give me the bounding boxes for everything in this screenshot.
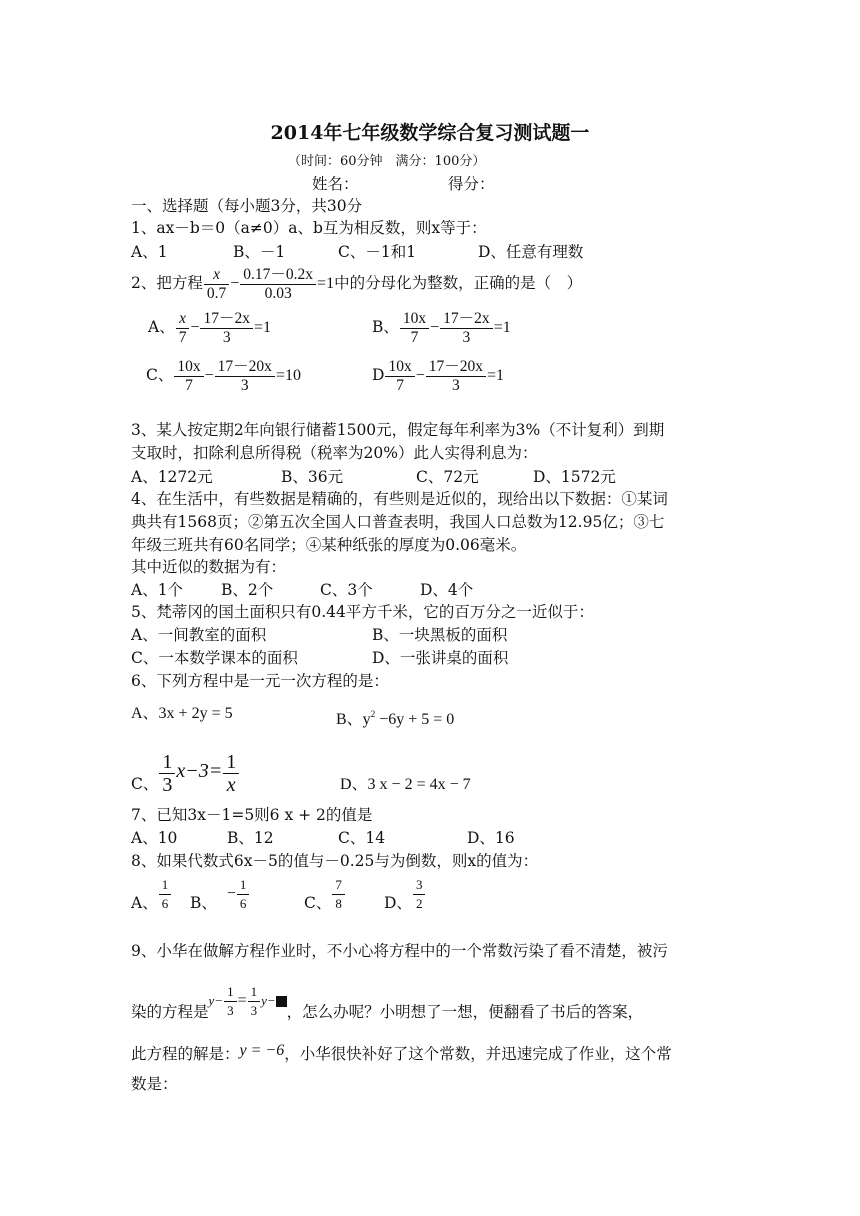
question-7-stem: 7、已知3x－1=5则6 x + 2的值是 — [131, 806, 373, 824]
q2-option-c: C、 $\frac{10x}{7}$ − $\frac{17-20x}{3}$ =10 — [146, 357, 301, 394]
q2-prefix: 2、把方程 — [131, 274, 203, 292]
q5-option-b: B、一块黑板的面积 — [372, 626, 508, 644]
q8-option-c: C、 $\frac{7}{8}$ — [304, 873, 346, 923]
page-title: 2014年七年级数学综合复习测试题一 — [270, 122, 590, 144]
q1-option-b: B、－1 — [233, 243, 286, 261]
q2-option-b: B、 $\frac{10x}{7}$ − $\frac{17-2x}{3}$ =1 — [372, 309, 511, 346]
q2-fraction-1: $\frac{x}{0.7}$ — [204, 266, 229, 303]
q6-c-fraction-1: $\frac{1}{3}$ — [159, 751, 175, 796]
q7-option-a: A、10 — [131, 829, 178, 847]
question-9-line-4: 数是： — [131, 1075, 178, 1093]
question-6-stem: 6、下列方程中是一元一次方程的是： — [131, 672, 389, 690]
q4-option-c: C、3个 — [320, 581, 373, 599]
question-9-line-3: 此方程的解是：y = −6，小华很快补好了这个常数，并迅速完成了作业，这个常 — [131, 1042, 672, 1063]
question-1-stem: 1、ax－b＝0（a≠0）a、b互为相反数，则x等于： — [131, 219, 487, 237]
q2-option-a: A、 $\frac{x}{7}$ − $\frac{17-2x}{3}$ =1 — [148, 309, 272, 346]
q3-option-b: B、36元 — [281, 468, 344, 486]
question-4-line-3: 年级三班共有60名同学；④某种纸张的厚度为0.06毫米。 — [131, 536, 527, 554]
q4-option-b: B、2个 — [221, 581, 274, 599]
q8-option-b: B、− $\frac{1}{6}$ — [190, 873, 250, 923]
ink-blot-mark — [276, 996, 287, 1007]
q7-option-d: D、16 — [467, 829, 515, 847]
question-5-stem: 5、梵蒂冈的国土面积只有0.44平方千米，它的百万分之一近似于： — [131, 603, 594, 621]
q4-option-a: A、1个 — [131, 581, 184, 599]
q2-option-d: D $\frac{10x}{7}$ − $\frac{17-20x}{3}$ =1 — [372, 357, 505, 394]
section-heading: 一、选择题（每小题3分，共30分 — [131, 197, 363, 215]
q3-option-a: A、1272元 — [131, 468, 213, 486]
q6-option-a: A、3x + 2y = 5 — [131, 705, 233, 722]
q1-option-d: D、任意有理数 — [478, 243, 584, 261]
question-8-stem: 8、如果代数式6x－5的值与－0.25与为倒数，则x的值为： — [131, 852, 539, 870]
score-label: 得分： — [448, 175, 495, 193]
question-9-line-1: 9、小华在做解方程作业时，不小心将方程中的一个常数污染了看不清楚，被污 — [131, 942, 668, 960]
question-4-line-2: 典共有1568页；②第五次全国人口普查表明，我国人口总数为12.95亿；③七 — [131, 513, 665, 531]
q6-option-d: D、3 x − 2 = 4x − 7 — [340, 776, 471, 793]
q4-option-d: D、4个 — [420, 581, 474, 599]
q5-option-d: D、一张讲桌的面积 — [372, 649, 509, 667]
q7-option-c: C、14 — [338, 829, 386, 847]
q1-option-a: A、1 — [131, 243, 168, 261]
q7-option-b: B、12 — [227, 829, 274, 847]
exam-subtitle: （时间：60分钟 满分：100分） — [288, 154, 486, 169]
q5-option-a: A、一间教室的面积 — [131, 626, 267, 644]
q1-option-c: C、－1和1 — [338, 243, 417, 261]
q8-option-a: A、 $\frac{1}{6}$ — [131, 873, 172, 923]
q6-c-fraction-2: $\frac{1}{x}$ — [223, 751, 239, 796]
question-3-line-1: 3、某人按定期2年向银行储蓄1500元，假定每年利率为3%（不计复利）到期 — [131, 421, 665, 439]
question-3-line-2: 支取时，扣除利息所得税（税率为20%）此人实得利息为： — [131, 444, 538, 462]
question-2-stem: 2、把方程 $\frac{x}{0.7}$ − $\frac{0.17-0.2x}{0.03}$ =1中的分母化为整数，正确的是（ ） — [131, 265, 583, 302]
q6-option-b: B、$y^2 -6y + 5 = 0$ — [336, 709, 455, 728]
q2-suffix: 中的分母化为整数，正确的是（ ） — [334, 274, 583, 292]
question-9-line-2: 染的方程是y− $\frac{1}{3}$ = $\frac{1}{3}$ y−，怎么办呢？小明想了一想，便翻看了书后的答案， — [131, 983, 644, 1021]
q3-option-c: C、72元 — [416, 468, 479, 486]
q3-option-d: D、1572元 — [533, 468, 616, 486]
name-label: 姓名： — [312, 175, 359, 193]
q5-option-c: C、一本数学课本的面积 — [131, 649, 298, 667]
question-4-line-4: 其中近似的数据为有： — [131, 558, 287, 576]
q6-option-c: C、 $\frac{1}{3}$ x−3= $\frac{1}{x}$ — [131, 746, 240, 809]
q8-option-d: D、 $\frac{3}{2}$ — [384, 873, 426, 923]
q2-fraction-2: $\frac{0.17-0.2x}{0.03}$ — [240, 266, 316, 303]
question-4-line-1: 4、在生活中，有些数据是精确的，有些则是近似的，现给出以下数据：①某词 — [131, 490, 668, 508]
